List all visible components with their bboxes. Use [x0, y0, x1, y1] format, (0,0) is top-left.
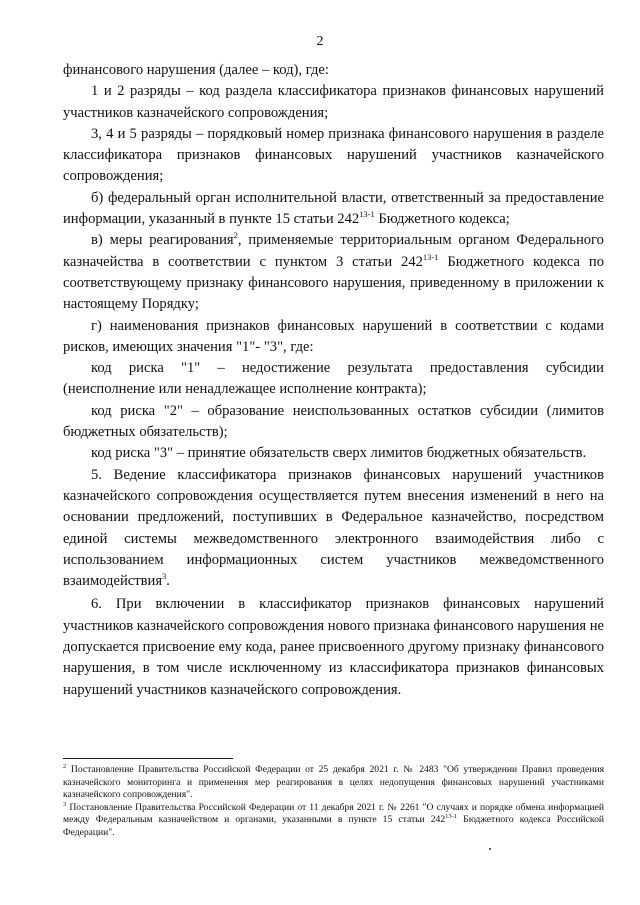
footnote-3: $^3$ Постановление Правительства Российской Федерации от 11 декабря 2021 г. № 2261 "О случаях и порядке обмена информацией между Федеральным казначейством и органами, указанными в пункте 15 статьи 242$^{13-1}$ Бюджетного кодекса Российской Федерации". [63, 800, 604, 838]
footnotes [63, 764, 604, 840]
footnote-ref-2: 2 [233, 230, 238, 241]
superscript: 13-1 [445, 813, 458, 821]
paragraph-risk-1: код риска "1" – недостижение результата предоставления субсидии (неисполнение или ненадлежащее исполнение контракта); [63, 360, 604, 398]
paragraph-digits-3-5: 3, 4 и 5 разряды – порядковый номер признака финансового нарушения в разделе классификатора признаков финансовых нарушений участников казначейского сопровождения; [63, 125, 604, 185]
document-body [63, 60, 604, 701]
superscript: 13-1 [422, 251, 439, 262]
paragraph-risk-3: код риска "3" – принятие обязательств сверх лимитов бюджетных обязательств. [91, 445, 587, 462]
superscript: 13-1 [359, 209, 375, 220]
scan-speck [489, 848, 491, 850]
paragraph-6: 6. При включении в классификатор признаков финансовых нарушений участников казначейского сопровождения нового признака финансового нарушения не допускается присвоение ему кода, ранее присвоенного другому признаку финансового нарушения, в том числе исключенному из классификатора признаков финансовых нарушений участников казначейского сопровождения. [63, 596, 604, 698]
footnote-divider [63, 758, 233, 759]
paragraph-risk-2: код риска "2" – образование неиспользованных остатков субсидии (лимитов бюджетных обязательств); [63, 402, 604, 441]
paragraph-b: б) федеральный орган исполнительной власти, ответственный за предоставление информации, указанный в пункте 15 статьи 242$^{13-1}$ Бюджетного кодекса; [63, 189, 604, 228]
paragraph-g: г) наименования признаков финансовых нарушений в соответствии с кодами рисков, имеющих значения "1"- "3", где: [63, 317, 604, 355]
paragraph-intro: финансового нарушения (далее – код), где: [63, 62, 329, 78]
paragraph-digits-1-2: 1 и 2 разряды – код раздела классификатора признаков финансовых нарушений участников казначейского сопровождения; [63, 83, 604, 121]
paragraph-5: 5. Ведение классификатора признаков финансовых нарушений участников казначейского сопровождения осуществляется путем внесения изменений в него на основании предложений, поступивших в Федеральное казначейство, посредством единой системы межведомственного электронного взаимодействия либо с использованием информационных систем участников межведомственного взаимодействия$^3$. [63, 466, 604, 590]
page-number: 2 [316, 34, 324, 49]
paragraph-v: в) меры реагирования$^2$, применяемые территориальным органом Федерального казначейства в соответствии с пунктом 3 статьи 242$^{13-1}$ Бюджетного кодекса по соответствующему признаку финансового нарушения, приведенному в приложении к настоящему Порядку; [63, 230, 605, 313]
footnote-ref-3: 3 [162, 571, 167, 582]
footnote-2: $^2$ Постановление Правительства Российской Федерации от 25 декабря 2021 г. № 2483 "Об утверждении Правил проведения казначейского мониторинга и применения мер реагирования в целях недопущения финансовых нарушений участниками казначейского сопровождения". [63, 763, 604, 801]
